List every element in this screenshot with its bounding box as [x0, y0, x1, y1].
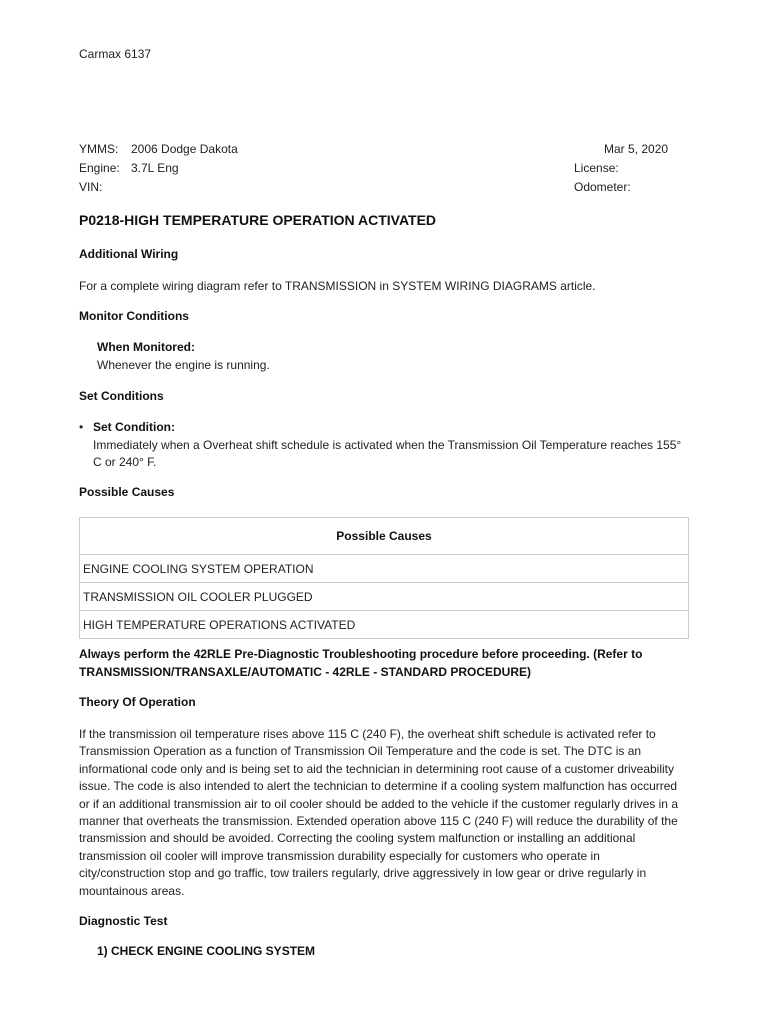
ymms-row	[79, 142, 238, 156]
monitor-conditions-heading: Monitor Conditions	[79, 309, 189, 323]
license-label: License:	[574, 161, 619, 175]
page-title: P0218-HIGH TEMPERATURE OPERATION ACTIVATED	[79, 212, 437, 228]
when-monitored-text: Whenever the engine is running.	[97, 358, 270, 372]
shop-name: Carmax 6137	[79, 47, 152, 61]
vin-row	[79, 180, 131, 194]
engine-label: Engine:	[79, 161, 120, 175]
ymms-value: 2006 Dodge Dakota	[131, 142, 238, 156]
report-date: Mar 5, 2020	[604, 142, 669, 156]
table-cell: ENGINE COOLING SYSTEM OPERATION	[80, 555, 689, 583]
diagnostic-heading: Diagnostic Test	[79, 914, 168, 928]
additional-wiring-text: For a complete wiring diagram refer to TRANSMISSION in SYSTEM WIRING DIAGRAMS article.	[79, 279, 596, 293]
set-condition-text: Immediately when a Overheat shift schedule is activated when the Transmission Oil Temperature reaches 155° C or 240° F.	[93, 438, 682, 470]
set-condition-heading: Set Condition:	[93, 420, 175, 434]
ymms-label: YMMS:	[79, 142, 119, 156]
table-row	[80, 555, 689, 583]
table-cell: HIGH TEMPERATURE OPERATIONS ACTIVATED	[80, 611, 689, 639]
procedure-note: Always perform the 42RLE Pre-Diagnostic Troubleshooting procedure before proceeding. (Refer to TRANSMISSION/TRANSAXLE/AUTOMATIC - 42RLE - STANDARD PROCEDURE)	[79, 647, 643, 679]
theory-text: If the transmission oil temperature rises above 115 C (240 F), the overheat shift schedule is activated refer to Transmission Operation as a function of Transmission Oil Temperature and the code is set. The DTC is an informational code only and is being set to aid the technician in determining root cause of a customer driveability issue. The code is also intended to alert the technician to determine if a cooling system malfunction has occurred or if an additional transmission air to oil cooler should be added to the vehicle if the customer regularly drives in a manner that overheats the transmission. Extended operation above 115 C (240 F) will reduce the durability of the transmission and should be avoided. Correcting the cooling system malfunction or installing an additional transmission oil cooler will improve transmission durability especially for customers who operate in city/construction stop and go traffic, tow trailers regularly, drive aggressively in low gear or drive regularly in mountainous areas.	[79, 727, 678, 898]
engine-value: 3.7L Eng	[131, 161, 179, 175]
set-conditions-heading: Set Conditions	[79, 389, 164, 403]
additional-wiring-heading: Additional Wiring	[79, 247, 179, 261]
table-row	[80, 611, 689, 639]
step-1-heading: 1) CHECK ENGINE COOLING SYSTEM	[97, 944, 316, 958]
odometer-label: Odometer:	[574, 180, 631, 194]
engine-row	[79, 161, 179, 175]
theory-heading: Theory Of Operation	[79, 695, 196, 709]
when-monitored-heading: When Monitored:	[97, 340, 195, 354]
table-cell: TRANSMISSION OIL COOLER PLUGGED	[80, 583, 689, 611]
bullet-icon: •	[79, 420, 84, 434]
table-header: Possible Causes	[80, 518, 689, 555]
possible-causes-table	[79, 517, 689, 639]
vin-label: VIN:	[79, 180, 103, 194]
table-row	[80, 583, 689, 611]
possible-causes-heading: Possible Causes	[79, 485, 175, 499]
